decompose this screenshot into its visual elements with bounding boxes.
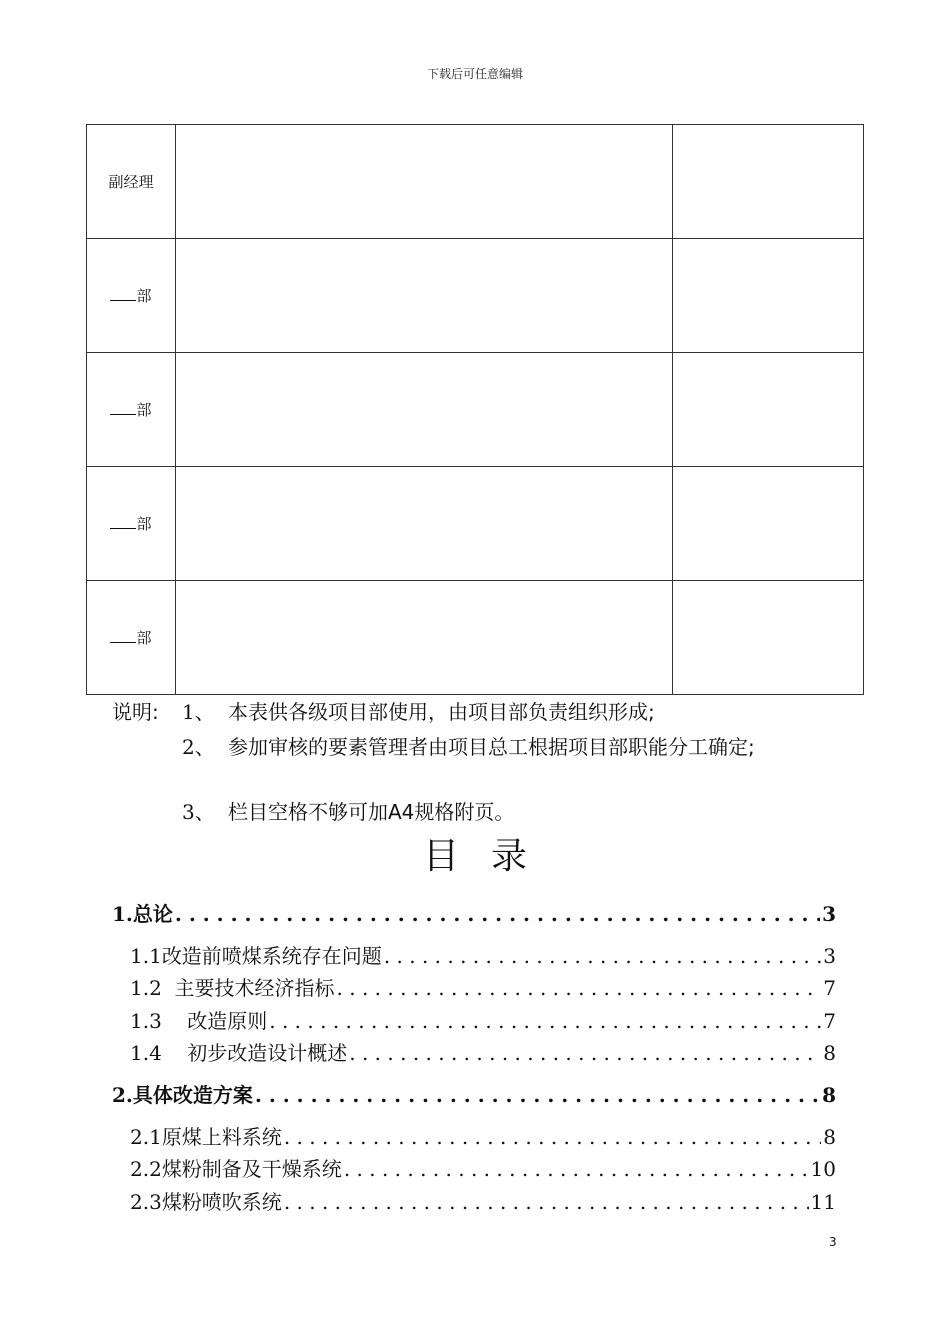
opinion-cell[interactable] xyxy=(176,467,673,581)
role-label: 部 xyxy=(136,515,152,533)
toc-entry-label: 1.3 改造原则 xyxy=(130,1009,268,1033)
toc-entry[interactable] xyxy=(130,1153,836,1182)
blank-underline xyxy=(110,516,136,529)
toc-leader xyxy=(384,944,821,968)
toc-leader xyxy=(349,1041,821,1065)
toc-page-number: 8 xyxy=(822,1083,836,1107)
role-label: 部 xyxy=(136,629,152,647)
role-cell xyxy=(87,353,176,467)
blank-underline xyxy=(110,288,136,301)
signature-cell[interactable] xyxy=(673,125,864,239)
toc-page-number: 8 xyxy=(823,1041,836,1065)
toc-entry-label: 2.3煤粉喷吹系统 xyxy=(130,1190,282,1214)
opinion-cell[interactable] xyxy=(176,125,673,239)
role-cell xyxy=(87,239,176,353)
toc-entry-label: 1.4 初步改造设计概述 xyxy=(130,1041,348,1065)
signature-cell[interactable] xyxy=(673,581,864,695)
toc-page-number: 8 xyxy=(823,1125,836,1149)
note-number: 2、 xyxy=(182,735,215,759)
table-row xyxy=(87,581,864,695)
role-label: 部 xyxy=(136,287,152,305)
toc-entry-label: 2.1原煤上料系统 xyxy=(130,1125,282,1149)
toc-page-number: 11 xyxy=(810,1190,836,1214)
toc-entry-label: 1.1改造前喷煤系统存在问题 xyxy=(130,944,382,968)
toc-leader xyxy=(255,1083,820,1107)
note-label: 说明: xyxy=(112,700,159,724)
signature-cell[interactable] xyxy=(673,467,864,581)
toc-leader xyxy=(269,1009,821,1033)
toc-leader xyxy=(175,902,820,926)
toc-page-number: 7 xyxy=(823,1009,836,1033)
toc-entry[interactable] xyxy=(130,940,836,969)
note-line xyxy=(112,796,514,825)
note-number: 1、 xyxy=(182,700,215,724)
toc-entry-label: 1.2 主要技术经济指标 xyxy=(130,976,335,1000)
review-table xyxy=(86,124,864,695)
toc-entry[interactable] xyxy=(130,1186,836,1215)
toc-entry[interactable] xyxy=(130,1005,836,1034)
toc-page-number: 3 xyxy=(822,902,836,926)
role-label: 部 xyxy=(136,401,152,419)
toc-entry-label: 2.2煤粉制备及干燥系统 xyxy=(130,1157,342,1181)
page-number: 3 xyxy=(829,1235,837,1249)
note-text: 栏目空格不够可加A4规格附页。 xyxy=(228,800,515,824)
table-row xyxy=(87,467,864,581)
toc-leader xyxy=(337,976,822,1000)
toc-entry-label: 1.总论 xyxy=(112,902,173,926)
note-line xyxy=(112,731,755,760)
note-text: 参加审核的要素管理者由项目总工根据项目部职能分工确定; xyxy=(228,735,755,759)
note-text: 本表供各级项目部使用，由项目部负责组织形成; xyxy=(228,700,655,724)
table-row xyxy=(87,239,864,353)
toc-entry[interactable] xyxy=(112,1079,836,1108)
opinion-cell[interactable] xyxy=(176,353,673,467)
blank-underline xyxy=(110,630,136,643)
role-label: 副经理 xyxy=(108,173,154,191)
blank-underline xyxy=(110,402,136,415)
role-cell xyxy=(87,467,176,581)
toc-entry[interactable] xyxy=(130,1121,836,1150)
signature-cell[interactable] xyxy=(673,353,864,467)
toc-title: 目录 xyxy=(422,836,559,877)
toc-page-number: 10 xyxy=(810,1157,836,1181)
toc-entry[interactable] xyxy=(112,898,836,927)
toc-entry[interactable] xyxy=(130,1037,836,1066)
page-header: 下载后可任意编辑 xyxy=(426,67,523,81)
toc-entry[interactable] xyxy=(130,972,836,1001)
role-cell xyxy=(87,125,176,239)
toc-leader xyxy=(284,1125,821,1149)
toc-page-number: 7 xyxy=(823,976,836,1000)
toc-page-number: 3 xyxy=(823,944,836,968)
toc-leader xyxy=(284,1190,809,1214)
note-line xyxy=(112,696,655,725)
toc-leader xyxy=(344,1157,809,1181)
opinion-cell[interactable] xyxy=(176,239,673,353)
signature-cell[interactable] xyxy=(673,239,864,353)
table-row xyxy=(87,353,864,467)
toc-entry-label: 2.具体改造方案 xyxy=(112,1083,253,1107)
note-number: 3、 xyxy=(182,800,215,824)
role-cell xyxy=(87,581,176,695)
table-row xyxy=(87,125,864,239)
opinion-cell[interactable] xyxy=(176,581,673,695)
